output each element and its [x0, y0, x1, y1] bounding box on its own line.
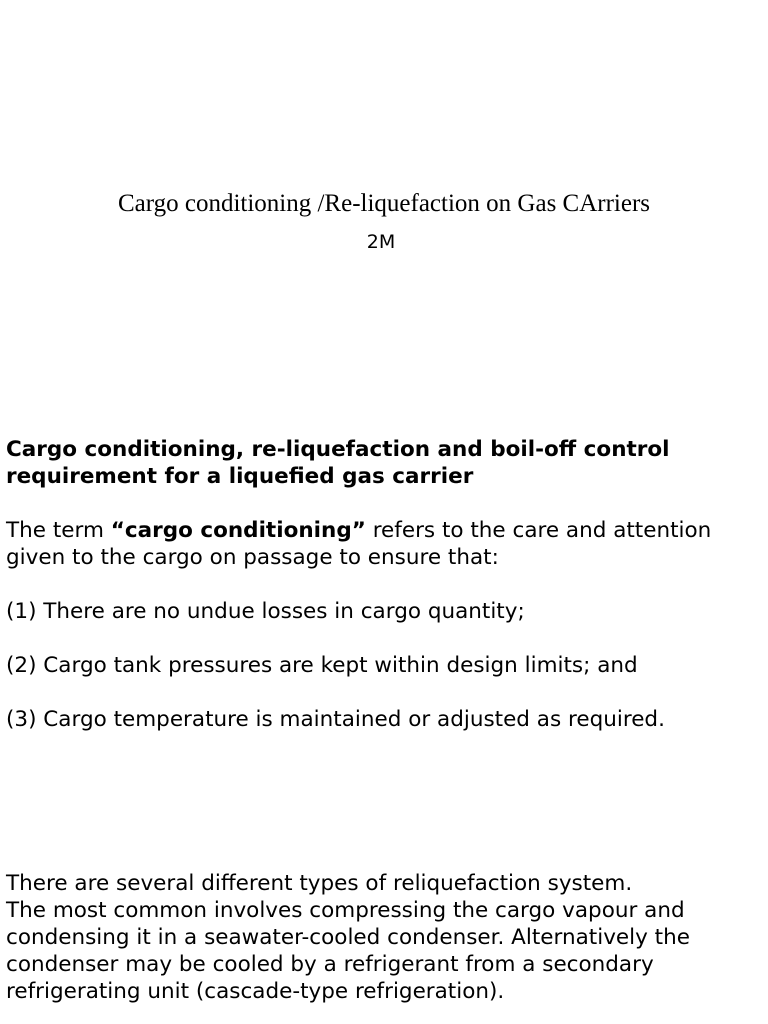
section-heading-line-2: requirement for a liquefied gas carrier — [6, 464, 474, 489]
reliquefaction-line-3: condensing it in a seawater-cooled condenser. Alternatively the — [6, 925, 690, 950]
reliquefaction-line-1: There are several different types of reliquefaction system. — [6, 871, 633, 896]
condition-item-1: (1) There are no undue losses in cargo quantity; — [6, 599, 525, 624]
definition-line-1 — [6, 517, 764, 544]
document-title: Cargo conditioning /Re-liquefaction on Gas CArriers — [117, 190, 651, 217]
defined-term: “cargo conditioning” — [110, 518, 366, 543]
definition-paragraph — [6, 517, 764, 571]
reliquefaction-paragraph — [6, 870, 764, 1005]
reliquefaction-line-5: refrigerating unit (cascade-type refrigeration). — [6, 979, 505, 1004]
condition-item-2: (2) Cargo tank pressures are kept within design limits; and — [6, 653, 638, 678]
condition-item-3: (3) Cargo temperature is maintained or adjusted as required. — [6, 707, 665, 732]
definition-suffix: refers to the care and attention — [365, 518, 712, 543]
document-subtitle: 2M — [366, 231, 396, 253]
reliquefaction-line-4: condenser may be cooled by a refrigerant from a secondary — [6, 952, 654, 977]
section-heading — [6, 436, 764, 490]
definition-prefix: The term — [6, 518, 111, 543]
reliquefaction-line-2: The most common involves compressing the cargo vapour and — [6, 898, 685, 923]
definition-line-2: given to the cargo on passage to ensure that: — [6, 545, 499, 570]
section-heading-line-1: Cargo conditioning, re-liquefaction and boil-off control — [6, 437, 670, 462]
